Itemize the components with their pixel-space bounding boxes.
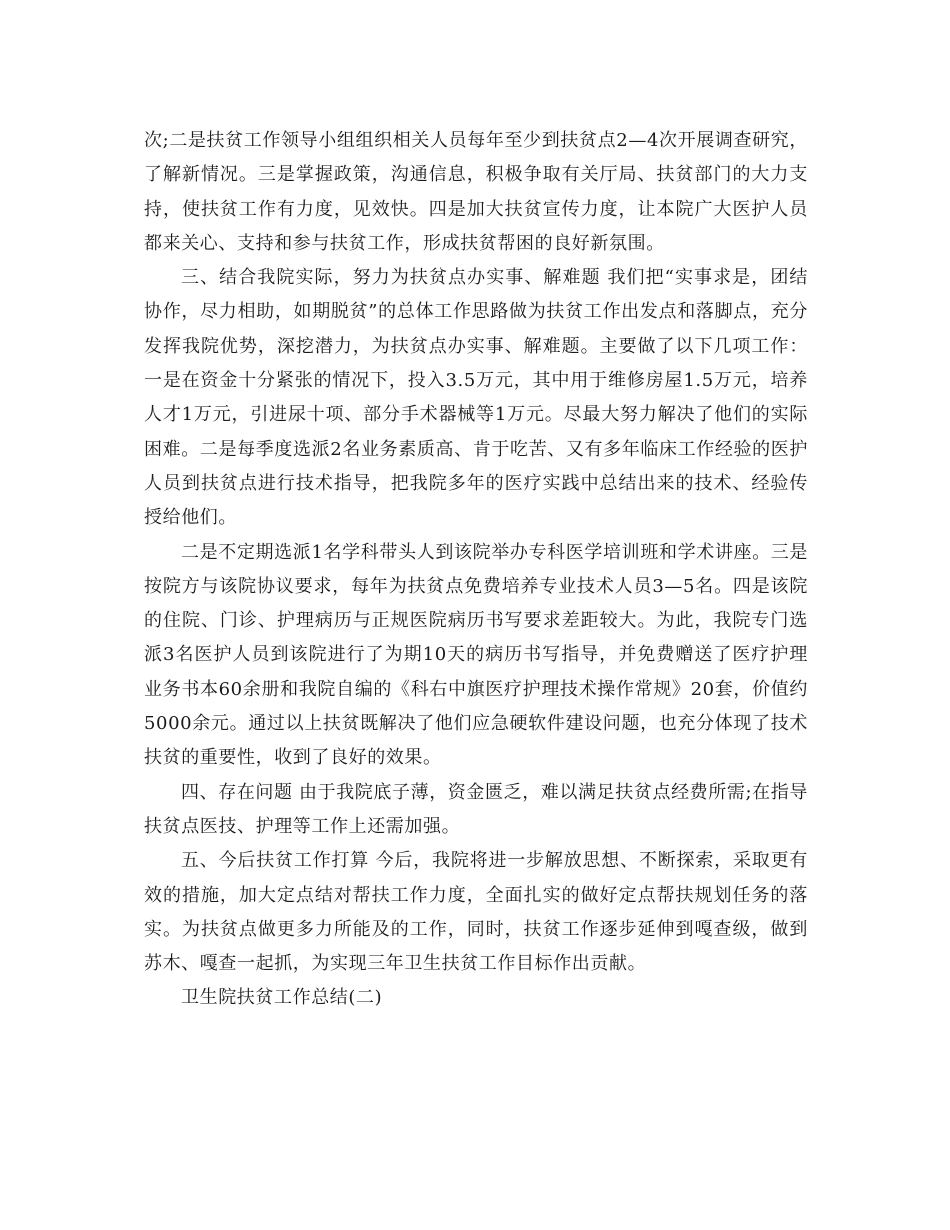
paragraph-section-four: 四、存在问题 由于我院底子薄，资金匮乏，难以满足扶贫点经费所需;在指导扶贫点医技、护理等工作上还需加强。 [144, 781, 808, 837]
paragraph-section-five: 五、今后扶贫工作打算 今后，我院将进一步解放思想、不断探索，采取更有效的措施，加大定点结对帮扶工作力度，全面扎实的做好定点帮扶规划任务的落实。为扶贫点做更多力所能及的工作，同时，扶贫工作逐步延伸到嘎查级，做到苏木、嘎查一起抓，为实现三年卫生扶贫工作目标作出贡献。 [144, 850, 808, 975]
next-document-title: 卫生院扶贫工作总结(二) [181, 987, 383, 1009]
document-body [144, 124, 808, 1016]
paragraph-section-three-continued: 二是不定期选派1名学科带头人到该院举办专科医学培训班和学术讲座。三是按院方与该院协议要求，每年为扶贫点免费培养专业技术人员3—5名。四是该院的住院、门诊、护理病历与正规医院病历书写要求差距较大。为此，我院专门选派3名医护人员到该院进行了为期10天的病历书写指导，并免费赠送了医疗护理业务书本60余册和我院自编的《科右中旗医疗护理技术操作常规》20套，价值约5000余元。通过以上扶贫既解决了他们应急硬软件建设问题，也充分体现了技术扶贫的重要性，收到了良好的效果。 [144, 541, 808, 769]
paragraph-continuation: 次;二是扶贫工作领导小组组织相关人员每年至少到扶贫点2—4次开展调查研究，了解新情况。三是掌握政策，沟通信息，积极争取有关厅局、扶贫部门的大力支持，使扶贫工作有力度，见效快。四是加大扶贫宣传力度，让本院广大医护人员都来关心、支持和参与扶贫工作，形成扶贫帮困的良好新氛围。 [144, 130, 808, 254]
paragraph-section-three: 三、结合我院实际，努力为扶贫点办实事、解难题 我们把“实事求是，团结协作，尽力相助，如期脱贫”的总体工作思路做为扶贫工作出发点和落脚点，充分发挥我院优势，深挖潜力，为扶贫点办实事、解难题。主要做了以下几项工作：一是在资金十分紧张的情况下，投入3.5万元，其中用于维修房屋1.5万元，培养人才1万元，引进尿十项、部分手术器械等1万元。尽最大努力解决了他们的实际困难。二是每季度选派2名业务素质高、肯于吃苦、又有多年临床工作经验的医护人员到扶贫点进行技术指导，把我院多年的医疗实践中总结出来的技术、经验传授给他们。 [144, 267, 808, 529]
